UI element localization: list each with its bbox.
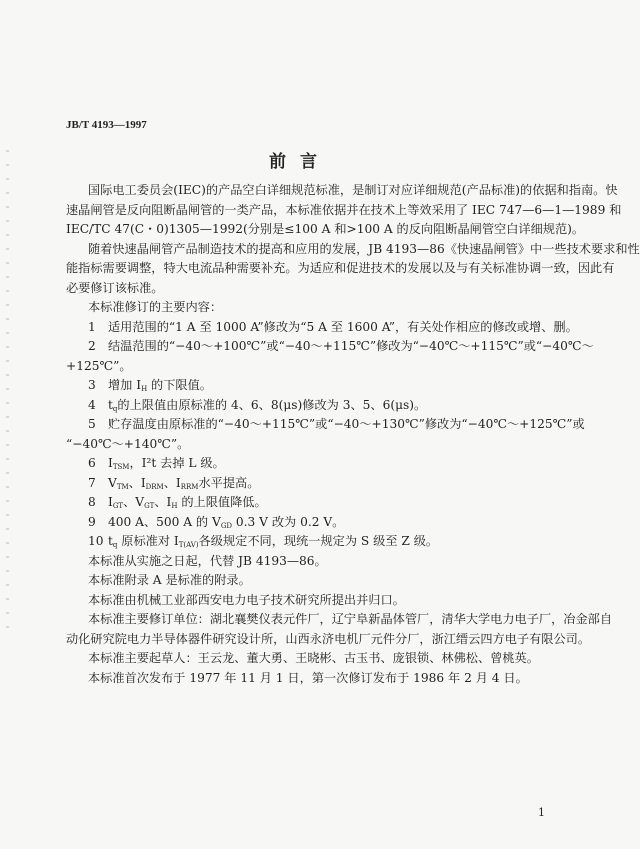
item-text: 的上限值由原标准的 4、6、8(μs)修改为 3、5、6(μs)。	[117, 397, 427, 412]
item-text: 适用范围的“1 A 至 1000 A”修改为“5 A 至 1600 A”，有关处作相应的修改或增、删。	[108, 319, 578, 334]
item-text: 、I	[154, 495, 172, 509]
item-text: V	[108, 475, 117, 490]
subscript: H	[141, 385, 148, 393]
revision-item-2	[66, 337, 594, 357]
item-number: 7	[88, 475, 96, 490]
item-number: 6	[88, 456, 96, 470]
subscript: q	[112, 404, 118, 413]
item-text: ，I²t 去掉 L 级。	[129, 456, 225, 470]
subscript: GT	[144, 502, 155, 510]
item-text: 原标准对 I	[117, 534, 179, 548]
item-text: 各级规定不同，现统一规定为 S 级至 Z 级。	[198, 534, 439, 548]
document-body	[66, 181, 640, 688]
paragraph-line: 速晶闸管是反向阻断晶闸管的一类产品，本标准依据并在技术上等效采用了 IEC 747—6—1—1989 和	[66, 202, 622, 217]
subscript: DRM	[145, 482, 164, 491]
subscript: TM	[116, 482, 129, 491]
subscript: GD	[220, 521, 233, 530]
subscript: T(AV)	[178, 541, 199, 549]
appendix-note: 本标准附录 A 是标准的附录。	[88, 573, 251, 587]
paragraph-line: IEC/TC 47(C・0)1305—1992(分别是≤100 A 和>100 A 的反向阻断晶闸管空白详细规范)。	[66, 222, 585, 236]
item-text: 0.3 V 改为 0.2 V。	[232, 514, 345, 529]
page-number: 1	[538, 806, 545, 819]
item-text: 、I	[128, 475, 146, 490]
item-number: 8	[88, 495, 96, 509]
subscript: TSM	[112, 463, 130, 471]
revision-item-8	[66, 493, 543, 513]
item-number: 1	[88, 319, 96, 334]
revision-item-1	[66, 318, 578, 338]
item-text: 的下限值。	[147, 378, 212, 392]
item-text: 贮存温度由原标准的“−40～+115℃”或“−40～+130℃”修改为“−40℃～+125℃”或	[108, 417, 585, 431]
item-text: I	[108, 456, 113, 470]
revision-item-5-cont: “−40℃～+140℃”。	[66, 436, 190, 451]
paragraph-line: 国际电工委员会(IEC)的产品空白详细规范标准，是制订对应详细规范(产品标准)的依据和指南。快	[88, 183, 618, 197]
standard-number: JB/T 4193—1997	[66, 119, 147, 131]
item-number: 2	[88, 339, 96, 353]
item-number: 5	[88, 417, 96, 431]
item-text: 的上限值降低。	[177, 495, 267, 509]
paragraph-line: 随着快速晶闸管产品制造技术的提高和应用的发展，JB 4193—86《快速晶闸管》中一些技术要求和性	[88, 241, 640, 256]
item-text: 、V	[123, 495, 145, 509]
scan-edge-marks	[6, 150, 9, 630]
subscript: H	[171, 502, 178, 510]
item-text: 结温范围的“−40～+100℃”或“−40～+115℃”修改为“−40℃～+115℃”或“−40℃～	[108, 339, 594, 353]
revision-item-9	[66, 513, 543, 533]
revision-item-7	[66, 474, 543, 494]
item-text: 水平提高。	[198, 475, 260, 490]
revision-item-2-cont: +125℃”。	[66, 358, 132, 373]
paragraph-line: 必要修订该标准。	[66, 280, 164, 295]
item-number: 3	[88, 378, 96, 392]
replacement-note: 本标准从实施之日起，代替 JB 4193—86。	[88, 553, 327, 568]
item-text: t	[108, 534, 113, 548]
subscript: RRM	[180, 482, 199, 491]
revisions-intro: 本标准修订的主要内容：	[88, 300, 223, 314]
page-title: 前言	[269, 152, 331, 172]
item-number: 9	[88, 514, 96, 529]
subscript: GT	[112, 502, 124, 510]
drafters: 本标准主要起草人：王云龙、董大勇、王晓彬、古玉书、庞银锁、林佛松、曾桃英。	[88, 651, 539, 665]
revision-item-3	[66, 376, 543, 396]
proposer-note: 本标准由机械工业部西安电力电子技术研究所提出并归口。	[88, 592, 405, 607]
item-text: 、I	[163, 475, 181, 490]
revising-units: 本标准主要修订单位：湖北襄樊仪表元件厂，辽宁阜新晶体管厂，清华大学电力电子厂，冶金部自	[88, 612, 613, 626]
revision-item-6	[66, 454, 543, 474]
paragraph-line: 能指标需要调整，特大电流品种需要补充。为适应和促进技术的发展以及与有关标准协调一致，因此有	[66, 261, 615, 275]
item-text: 400 A、500 A 的 V	[108, 514, 221, 529]
publication-history: 本标准首次发布于 1977 年 11 月 1 日，第一次修订发布于 1986 年 2 月 4 日。	[88, 670, 528, 685]
revising-units-cont: 动化研究院电力半导体器件研究设计所，山西永济电机厂元件分厂，浙江缙云四方电子有限公司。	[66, 631, 591, 646]
revision-item-10	[66, 532, 543, 552]
item-number: 10	[88, 534, 104, 548]
item-text: t	[108, 397, 113, 412]
item-text: 增加 I	[108, 378, 142, 392]
item-text: I	[108, 495, 113, 509]
subscript: q	[112, 541, 118, 549]
revision-item-4	[66, 396, 543, 416]
item-number: 4	[88, 397, 96, 412]
revision-item-5	[66, 415, 585, 435]
